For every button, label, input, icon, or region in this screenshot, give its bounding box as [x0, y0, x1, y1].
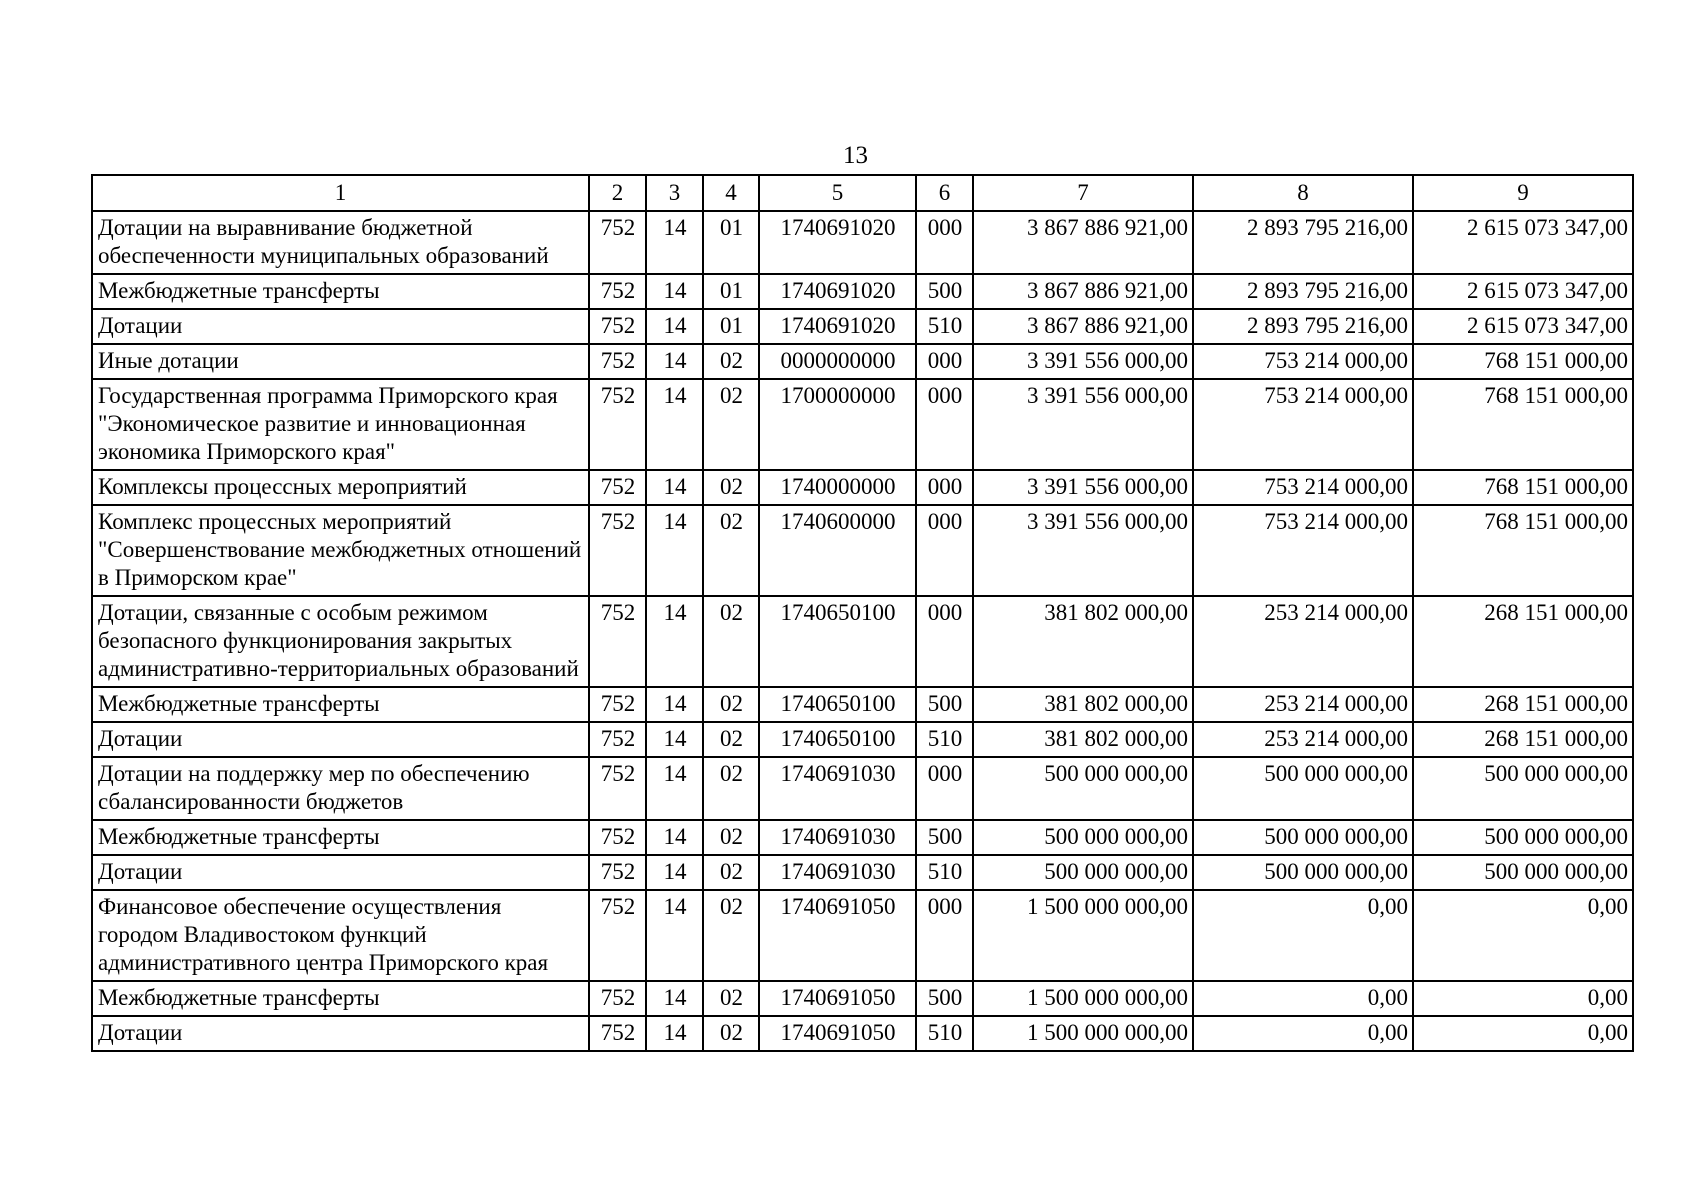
- subsection-cell: 02: [703, 596, 759, 687]
- expense-type-cell: 500: [916, 981, 973, 1016]
- table-row: [92, 309, 1633, 344]
- amount-year1-cell: 500 000 000,00: [973, 855, 1193, 890]
- column-header: 1: [92, 175, 589, 211]
- expense-type-cell: 510: [916, 309, 973, 344]
- target-article-cell: 1740691020: [759, 211, 916, 274]
- table-row: [92, 596, 1633, 687]
- target-article-cell: 1740691050: [759, 890, 916, 981]
- amount-year1-cell: 3 867 886 921,00: [973, 274, 1193, 309]
- expense-type-cell: 510: [916, 1016, 973, 1051]
- admin-code-cell: 752: [589, 211, 646, 274]
- amount-year2-cell: 753 214 000,00: [1193, 470, 1413, 505]
- amount-year2-cell: 253 214 000,00: [1193, 687, 1413, 722]
- expense-type-cell: 500: [916, 687, 973, 722]
- subsection-cell: 02: [703, 820, 759, 855]
- subsection-cell: 02: [703, 981, 759, 1016]
- amount-year2-cell: 753 214 000,00: [1193, 379, 1413, 470]
- target-article-cell: 1740650100: [759, 687, 916, 722]
- amount-year1-cell: 381 802 000,00: [973, 722, 1193, 757]
- section-cell: 14: [646, 855, 703, 890]
- section-cell: 14: [646, 687, 703, 722]
- table-row: [92, 757, 1633, 820]
- amount-year3-cell: 0,00: [1413, 1016, 1633, 1051]
- amount-year1-cell: 1 500 000 000,00: [973, 890, 1193, 981]
- target-article-cell: 1740650100: [759, 722, 916, 757]
- section-cell: 14: [646, 596, 703, 687]
- expense-type-cell: 500: [916, 274, 973, 309]
- expense-type-cell: 000: [916, 470, 973, 505]
- column-header: 5: [759, 175, 916, 211]
- table-row: [92, 379, 1633, 470]
- amount-year1-cell: 1 500 000 000,00: [973, 1016, 1193, 1051]
- expense-type-cell: 000: [916, 757, 973, 820]
- amount-year3-cell: 0,00: [1413, 890, 1633, 981]
- admin-code-cell: 752: [589, 981, 646, 1016]
- row-name-cell: Иные дотации: [92, 344, 589, 379]
- table-row: [92, 855, 1633, 890]
- amount-year1-cell: 500 000 000,00: [973, 757, 1193, 820]
- amount-year3-cell: 768 151 000,00: [1413, 505, 1633, 596]
- amount-year2-cell: 0,00: [1193, 1016, 1413, 1051]
- column-header: 9: [1413, 175, 1633, 211]
- table-row: [92, 1016, 1633, 1051]
- admin-code-cell: 752: [589, 687, 646, 722]
- header-row: [92, 175, 1633, 211]
- amount-year2-cell: 500 000 000,00: [1193, 855, 1413, 890]
- expense-type-cell: 000: [916, 379, 973, 470]
- amount-year2-cell: 500 000 000,00: [1193, 820, 1413, 855]
- target-article-cell: 1740600000: [759, 505, 916, 596]
- row-name-cell: Межбюджетные трансферты: [92, 274, 589, 309]
- subsection-cell: 02: [703, 344, 759, 379]
- amount-year2-cell: 0,00: [1193, 890, 1413, 981]
- expense-type-cell: 000: [916, 890, 973, 981]
- section-cell: 14: [646, 379, 703, 470]
- amount-year1-cell: 381 802 000,00: [973, 687, 1193, 722]
- amount-year3-cell: 268 151 000,00: [1413, 687, 1633, 722]
- table-row: [92, 211, 1633, 274]
- amount-year3-cell: 500 000 000,00: [1413, 820, 1633, 855]
- subsection-cell: 01: [703, 309, 759, 344]
- target-article-cell: 1740000000: [759, 470, 916, 505]
- budget-table: [91, 174, 1634, 1052]
- target-article-cell: 1740691050: [759, 981, 916, 1016]
- section-cell: 14: [646, 274, 703, 309]
- amount-year1-cell: 1 500 000 000,00: [973, 981, 1193, 1016]
- table-row: [92, 505, 1633, 596]
- row-name-cell: Комплекс процессных мероприятий "Совершенствование межбюджетных отношений в Приморском крае": [92, 505, 589, 596]
- subsection-cell: 02: [703, 1016, 759, 1051]
- expense-type-cell: 510: [916, 855, 973, 890]
- admin-code-cell: 752: [589, 344, 646, 379]
- admin-code-cell: 752: [589, 890, 646, 981]
- section-cell: 14: [646, 722, 703, 757]
- target-article-cell: 1740691050: [759, 1016, 916, 1051]
- row-name-cell: Дотации: [92, 309, 589, 344]
- admin-code-cell: 752: [589, 757, 646, 820]
- expense-type-cell: 000: [916, 596, 973, 687]
- column-header: 3: [646, 175, 703, 211]
- row-name-cell: Межбюджетные трансферты: [92, 820, 589, 855]
- admin-code-cell: 752: [589, 596, 646, 687]
- admin-code-cell: 752: [589, 855, 646, 890]
- amount-year2-cell: 753 214 000,00: [1193, 344, 1413, 379]
- admin-code-cell: 752: [589, 274, 646, 309]
- expense-type-cell: 510: [916, 722, 973, 757]
- table-row: [92, 890, 1633, 981]
- row-name-cell: Межбюджетные трансферты: [92, 687, 589, 722]
- row-name-cell: Межбюджетные трансферты: [92, 981, 589, 1016]
- row-name-cell: Дотации, связанные с особым режимом безопасного функционирования закрытых административно-территориальных образований: [92, 596, 589, 687]
- amount-year1-cell: 500 000 000,00: [973, 820, 1193, 855]
- amount-year2-cell: 2 893 795 216,00: [1193, 274, 1413, 309]
- section-cell: 14: [646, 505, 703, 596]
- amount-year3-cell: 0,00: [1413, 981, 1633, 1016]
- amount-year3-cell: 768 151 000,00: [1413, 470, 1633, 505]
- row-name-cell: Дотации: [92, 722, 589, 757]
- subsection-cell: 02: [703, 722, 759, 757]
- table-row: [92, 687, 1633, 722]
- target-article-cell: 1740691020: [759, 274, 916, 309]
- amount-year3-cell: 768 151 000,00: [1413, 344, 1633, 379]
- section-cell: 14: [646, 309, 703, 344]
- row-name-cell: Дотации на поддержку мер по обеспечению сбалансированности бюджетов: [92, 757, 589, 820]
- amount-year3-cell: 268 151 000,00: [1413, 596, 1633, 687]
- admin-code-cell: 752: [589, 379, 646, 470]
- table-row: [92, 274, 1633, 309]
- section-cell: 14: [646, 344, 703, 379]
- admin-code-cell: 752: [589, 722, 646, 757]
- target-article-cell: 1740691020: [759, 309, 916, 344]
- target-article-cell: 1740650100: [759, 596, 916, 687]
- section-cell: 14: [646, 981, 703, 1016]
- expense-type-cell: 000: [916, 505, 973, 596]
- amount-year3-cell: 268 151 000,00: [1413, 722, 1633, 757]
- amount-year3-cell: 500 000 000,00: [1413, 757, 1633, 820]
- amount-year2-cell: 2 893 795 216,00: [1193, 309, 1413, 344]
- amount-year3-cell: 500 000 000,00: [1413, 855, 1633, 890]
- amount-year3-cell: 2 615 073 347,00: [1413, 211, 1633, 274]
- subsection-cell: 01: [703, 211, 759, 274]
- amount-year1-cell: 3 867 886 921,00: [973, 309, 1193, 344]
- amount-year1-cell: 3 391 556 000,00: [973, 379, 1193, 470]
- table-row: [92, 820, 1633, 855]
- amount-year2-cell: 0,00: [1193, 981, 1413, 1016]
- table-row: [92, 722, 1633, 757]
- amount-year3-cell: 2 615 073 347,00: [1413, 309, 1633, 344]
- amount-year1-cell: 3 391 556 000,00: [973, 505, 1193, 596]
- section-cell: 14: [646, 470, 703, 505]
- row-name-cell: Комплексы процессных мероприятий: [92, 470, 589, 505]
- row-name-cell: Государственная программа Приморского края "Экономическое развитие и инновационная экономика Приморского края": [92, 379, 589, 470]
- row-name-cell: Дотации: [92, 855, 589, 890]
- section-cell: 14: [646, 890, 703, 981]
- section-cell: 14: [646, 211, 703, 274]
- amount-year2-cell: 253 214 000,00: [1193, 596, 1413, 687]
- target-article-cell: 1740691030: [759, 855, 916, 890]
- expense-type-cell: 000: [916, 344, 973, 379]
- subsection-cell: 02: [703, 505, 759, 596]
- target-article-cell: 1740691030: [759, 820, 916, 855]
- row-name-cell: Финансовое обеспечение осуществления городом Владивостоком функций административного центра Приморского края: [92, 890, 589, 981]
- subsection-cell: 02: [703, 855, 759, 890]
- row-name-cell: Дотации: [92, 1016, 589, 1051]
- column-header: 8: [1193, 175, 1413, 211]
- subsection-cell: 02: [703, 470, 759, 505]
- section-cell: 14: [646, 757, 703, 820]
- subsection-cell: 01: [703, 274, 759, 309]
- amount-year3-cell: 2 615 073 347,00: [1413, 274, 1633, 309]
- column-header: 6: [916, 175, 973, 211]
- amount-year2-cell: 500 000 000,00: [1193, 757, 1413, 820]
- subsection-cell: 02: [703, 890, 759, 981]
- table-row: [92, 470, 1633, 505]
- amount-year2-cell: 253 214 000,00: [1193, 722, 1413, 757]
- section-cell: 14: [646, 820, 703, 855]
- target-article-cell: 0000000000: [759, 344, 916, 379]
- amount-year3-cell: 768 151 000,00: [1413, 379, 1633, 470]
- amount-year1-cell: 3 867 886 921,00: [973, 211, 1193, 274]
- admin-code-cell: 752: [589, 820, 646, 855]
- subsection-cell: 02: [703, 379, 759, 470]
- amount-year1-cell: 3 391 556 000,00: [973, 344, 1193, 379]
- column-header: 4: [703, 175, 759, 211]
- subsection-cell: 02: [703, 757, 759, 820]
- target-article-cell: 1700000000: [759, 379, 916, 470]
- expense-type-cell: 000: [916, 211, 973, 274]
- subsection-cell: 02: [703, 687, 759, 722]
- table-row: [92, 344, 1633, 379]
- amount-year2-cell: 2 893 795 216,00: [1193, 211, 1413, 274]
- amount-year1-cell: 3 391 556 000,00: [973, 470, 1193, 505]
- row-name-cell: Дотации на выравнивание бюджетной обеспеченности муниципальных образований: [92, 211, 589, 274]
- admin-code-cell: 752: [589, 309, 646, 344]
- admin-code-cell: 752: [589, 505, 646, 596]
- section-cell: 14: [646, 1016, 703, 1051]
- admin-code-cell: 752: [589, 470, 646, 505]
- expense-type-cell: 500: [916, 820, 973, 855]
- target-article-cell: 1740691030: [759, 757, 916, 820]
- page-number: 13: [843, 142, 868, 169]
- amount-year2-cell: 753 214 000,00: [1193, 505, 1413, 596]
- column-header: 7: [973, 175, 1193, 211]
- amount-year1-cell: 381 802 000,00: [973, 596, 1193, 687]
- table-row: [92, 981, 1633, 1016]
- admin-code-cell: 752: [589, 1016, 646, 1051]
- column-header: 2: [589, 175, 646, 211]
